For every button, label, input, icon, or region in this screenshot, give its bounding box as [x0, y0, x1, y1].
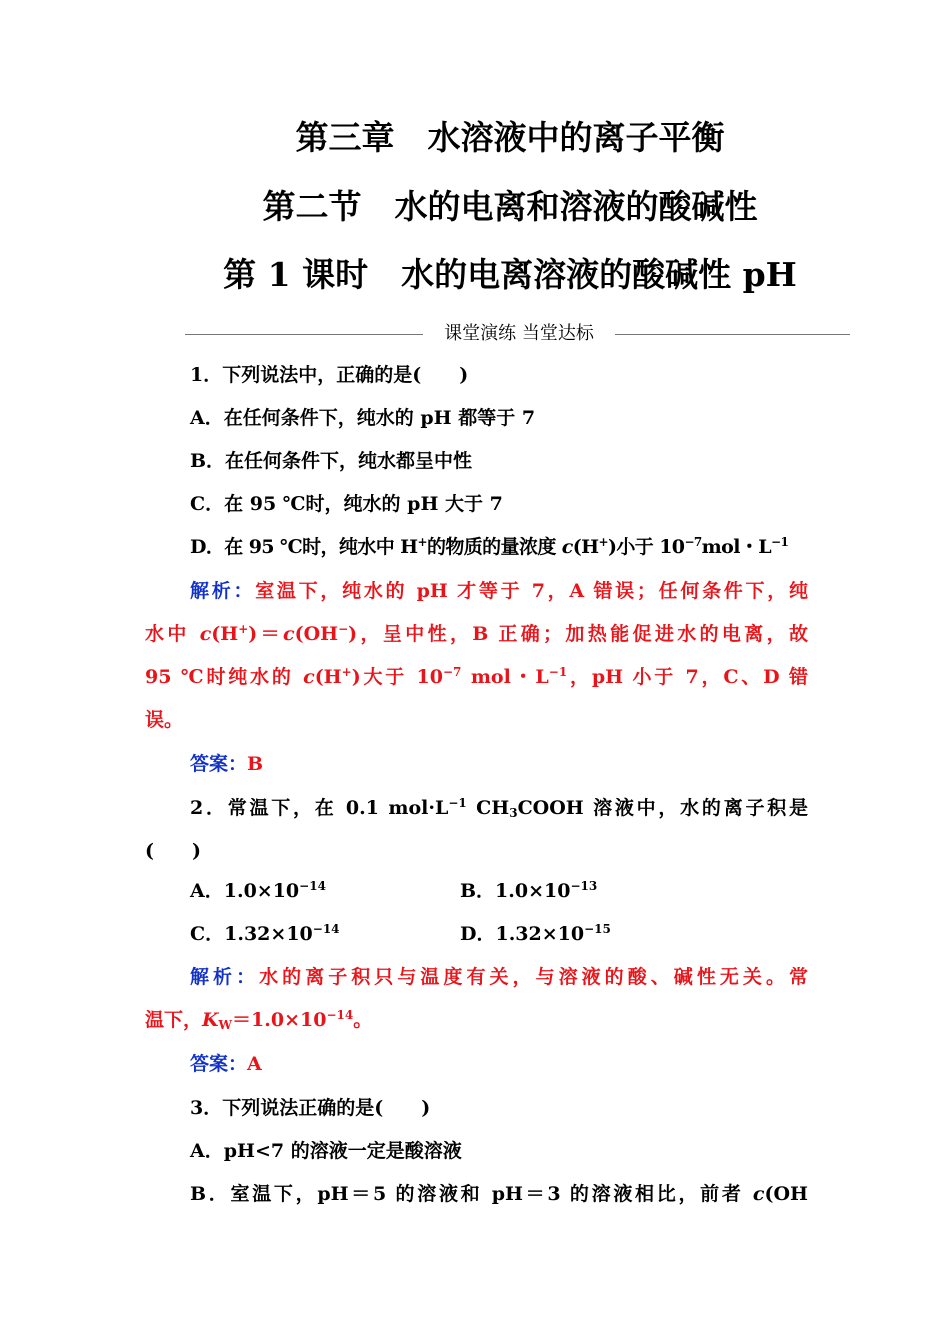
section-banner — [185, 322, 850, 346]
q1-stem: 1．下列说法中，正确的是( ) — [190, 364, 469, 386]
q2-option-c: C．$1.32\times 10^{-14}$ — [190, 922, 340, 945]
q1-option-b: B．在任何条件下，纯水都呈中性 — [190, 450, 473, 472]
q1-option-c: C．在 95 ℃时，纯水的 pH 大于 7 — [190, 493, 503, 515]
q2-option-b: B．$1.0\times 10^{-13}$ — [460, 879, 598, 902]
q1-analysis-line-3: 95 ℃时纯水的 c(H+)大于 $10^{-7}$ mol・$L^{-1}$，pH 小于 7，C、D 错 — [145, 665, 808, 688]
q2-analysis-line-2: 温下，$K_W=1.0\times 10^{-14}$。 — [145, 1008, 373, 1032]
q3-stem: 3．下列说法正确的是( ) — [190, 1097, 431, 1119]
lesson-title: 第 1 课时 水的电离溶液的酸碱性 pH — [223, 255, 797, 294]
chapter-title: 第三章 水溶液中的离子平衡 — [295, 118, 725, 157]
q2-answer: 答案：A — [190, 1053, 262, 1075]
q1-answer: 答案：B — [190, 753, 264, 775]
banner-rule-right — [615, 334, 850, 335]
banner-label: 课堂演练 当堂达标 — [444, 323, 594, 344]
section-title: 第二节 水的电离和溶液的酸碱性 — [262, 187, 758, 226]
q2-stem: 2．常温下，在 0.1 $mol\cdot L^{-1}$ $CH_3COOH$ 溶液中，水的离子积是 — [190, 796, 808, 820]
q1-option-d: D．在 95 ℃时，纯水中 H+的物质的量浓度 c(H+)小于 $10^{-7}mol$・$L^{-1}$ — [190, 535, 789, 558]
q1-analysis-line-1: 解析：室温下，纯水的 pH 才等于 7，A 错误；任何条件下，纯 — [190, 580, 808, 602]
q1-analysis-line-4: 误。 — [145, 709, 184, 731]
q3-option-b: B．室温下，pH＝5 的溶液和 pH＝3 的溶液相比，前者 c(OH — [190, 1183, 808, 1205]
q2-option-d: D．$1.32\times 10^{-15}$ — [460, 922, 611, 945]
q1-analysis-line-2: 水中 c(H+)＝c(OH−)，呈中性，B 正确；加热能促进水的电离，故 — [145, 622, 808, 645]
q1-option-a: A．在任何条件下，纯水的 pH 都等于 7 — [190, 407, 536, 429]
q2-stem-bracket: ( ) — [145, 840, 201, 862]
q2-analysis-line-1: 解析：水的离子积只与温度有关，与溶液的酸、碱性无关。常 — [190, 966, 808, 988]
q2-option-a: A．$1.0\times 10^{-14}$ — [190, 879, 326, 902]
q3-option-a: A．pH<7 的溶液一定是酸溶液 — [190, 1140, 462, 1162]
banner-rule-left — [185, 334, 423, 335]
